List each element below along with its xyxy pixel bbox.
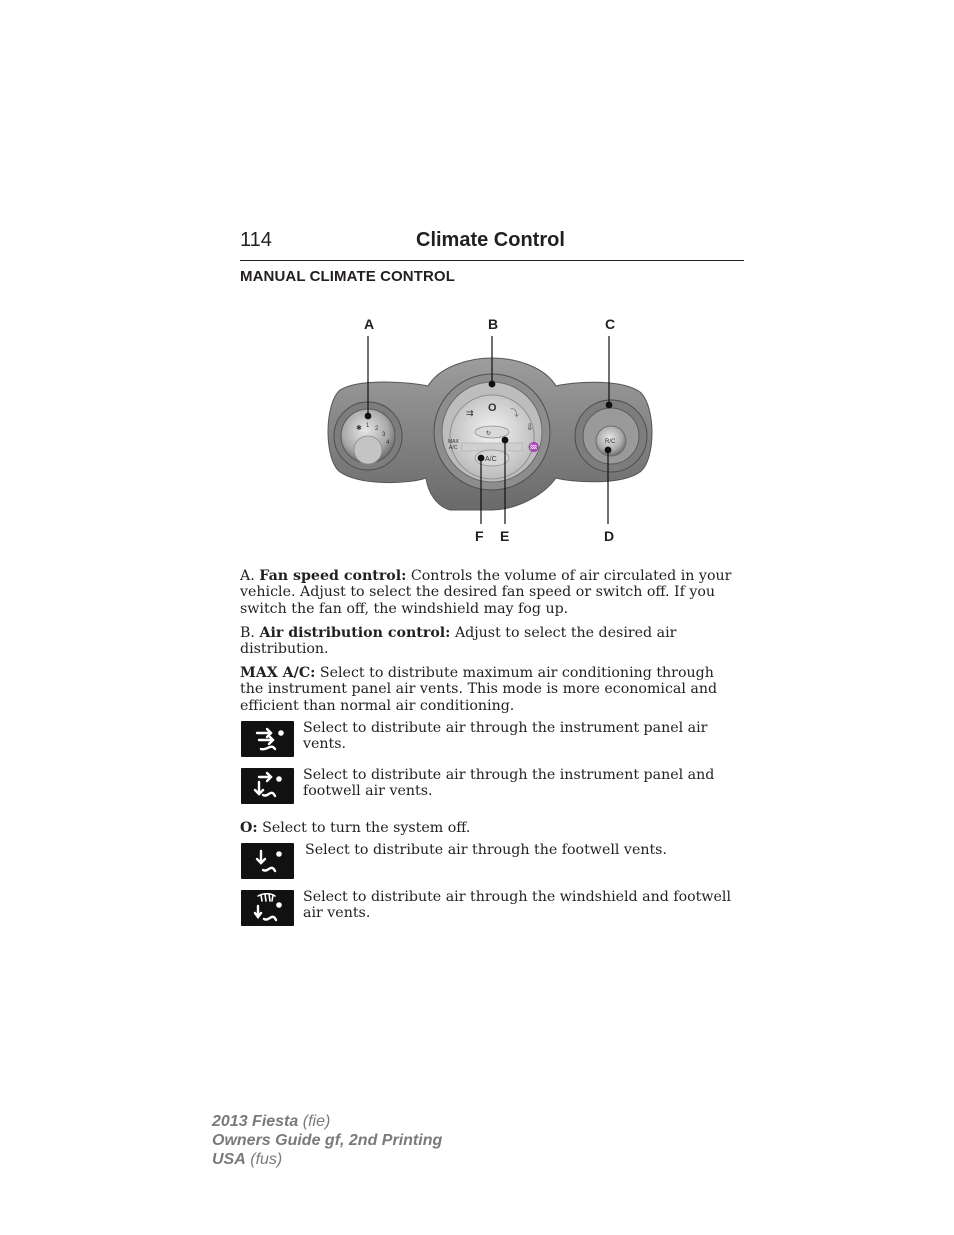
page-number: 114	[240, 229, 272, 251]
panel-vents-icon	[241, 721, 294, 757]
callout-f: F	[475, 528, 484, 544]
wind-foot-mark: ⇩	[526, 422, 534, 432]
item-b-text: Adjust to select the desired air distribution.	[240, 625, 677, 658]
item-off-text: Select to turn the system off.	[262, 820, 471, 836]
chapter-title: Climate Control	[416, 229, 565, 251]
footer-model-code: (fie)	[302, 1113, 331, 1130]
button-label: R/C	[605, 439, 616, 445]
recirc-button	[475, 426, 509, 438]
footer-line1	[212, 1112, 442, 1131]
panel-footwell-vents-icon	[241, 768, 294, 804]
item-max-ac-text: Select to distribute maximum air conditioning through the instrument panel air vents. This mode is more economical and efficient than normal air conditioning.	[240, 665, 718, 714]
item-max-ac	[240, 665, 740, 714]
defrost-mark: ♒	[528, 442, 540, 452]
callout-e: E	[500, 528, 510, 544]
callout-a: A	[364, 316, 375, 332]
climate-control-figure	[300, 312, 680, 552]
footer	[212, 1112, 442, 1169]
item-off	[240, 820, 740, 836]
item-off-term: O:	[240, 820, 258, 836]
windshield-footwell-text: Select to distribute air through the windshield and footwell air vents.	[303, 889, 731, 922]
callout-c: C	[605, 316, 616, 332]
climate-panel-illustration	[300, 312, 680, 552]
windshield-footwell-icon	[241, 890, 294, 926]
page-header	[240, 229, 744, 261]
callout-b: B	[488, 316, 499, 332]
item-a-term: Fan speed control:	[259, 568, 407, 584]
fan-icon-mark: ✱	[356, 425, 362, 432]
recirc-symbol: ↻	[486, 431, 492, 437]
fan-label-4: 4	[386, 440, 390, 446]
footer-line2: Owners Guide gf, 2nd Printing	[212, 1132, 443, 1149]
fan-label-1: 1	[366, 423, 370, 429]
section-heading: MANUAL CLIMATE CONTROL	[240, 268, 455, 285]
fan-label-2: 2	[375, 426, 379, 432]
max-label-line2: A/C	[449, 445, 458, 451]
item-a	[240, 568, 740, 617]
item-a-text: Controls the volume of air circulated in your vehicle. Adjust to select the desired fan speed or switch off. If you switch the fan off, the windshield may fog up.	[240, 568, 732, 617]
off-mark: O	[488, 402, 497, 414]
item-b-term: Air distribution control:	[259, 625, 451, 641]
footwell-vents-icon	[241, 843, 294, 879]
footwell-vents-text: Select to distribute air through the footwell vents.	[305, 842, 667, 858]
footer-market-code: (fus)	[250, 1151, 283, 1168]
max-label-line1: MAX	[448, 439, 459, 445]
panel-mark: ⇉	[466, 408, 474, 418]
item-b-prefix: B.	[240, 625, 255, 641]
item-a-prefix: A.	[240, 568, 255, 584]
item-b	[240, 625, 740, 658]
item-max-ac-term: MAX A/C:	[240, 665, 316, 681]
footwell-mark: ⤵	[510, 408, 520, 418]
footer-model: 2013 Fiesta	[212, 1113, 299, 1130]
footer-line3	[212, 1150, 442, 1169]
fan-label-3: 3	[382, 432, 386, 438]
footer-market: USA	[212, 1151, 246, 1168]
callout-d: D	[604, 528, 615, 544]
ac-button-label: A/C	[485, 456, 497, 463]
panel-vents-text: Select to distribute air through the instrument panel air vents.	[303, 720, 708, 753]
panel-footwell-vents-text: Select to distribute air through the instrument panel and footwell air vents.	[303, 767, 715, 800]
